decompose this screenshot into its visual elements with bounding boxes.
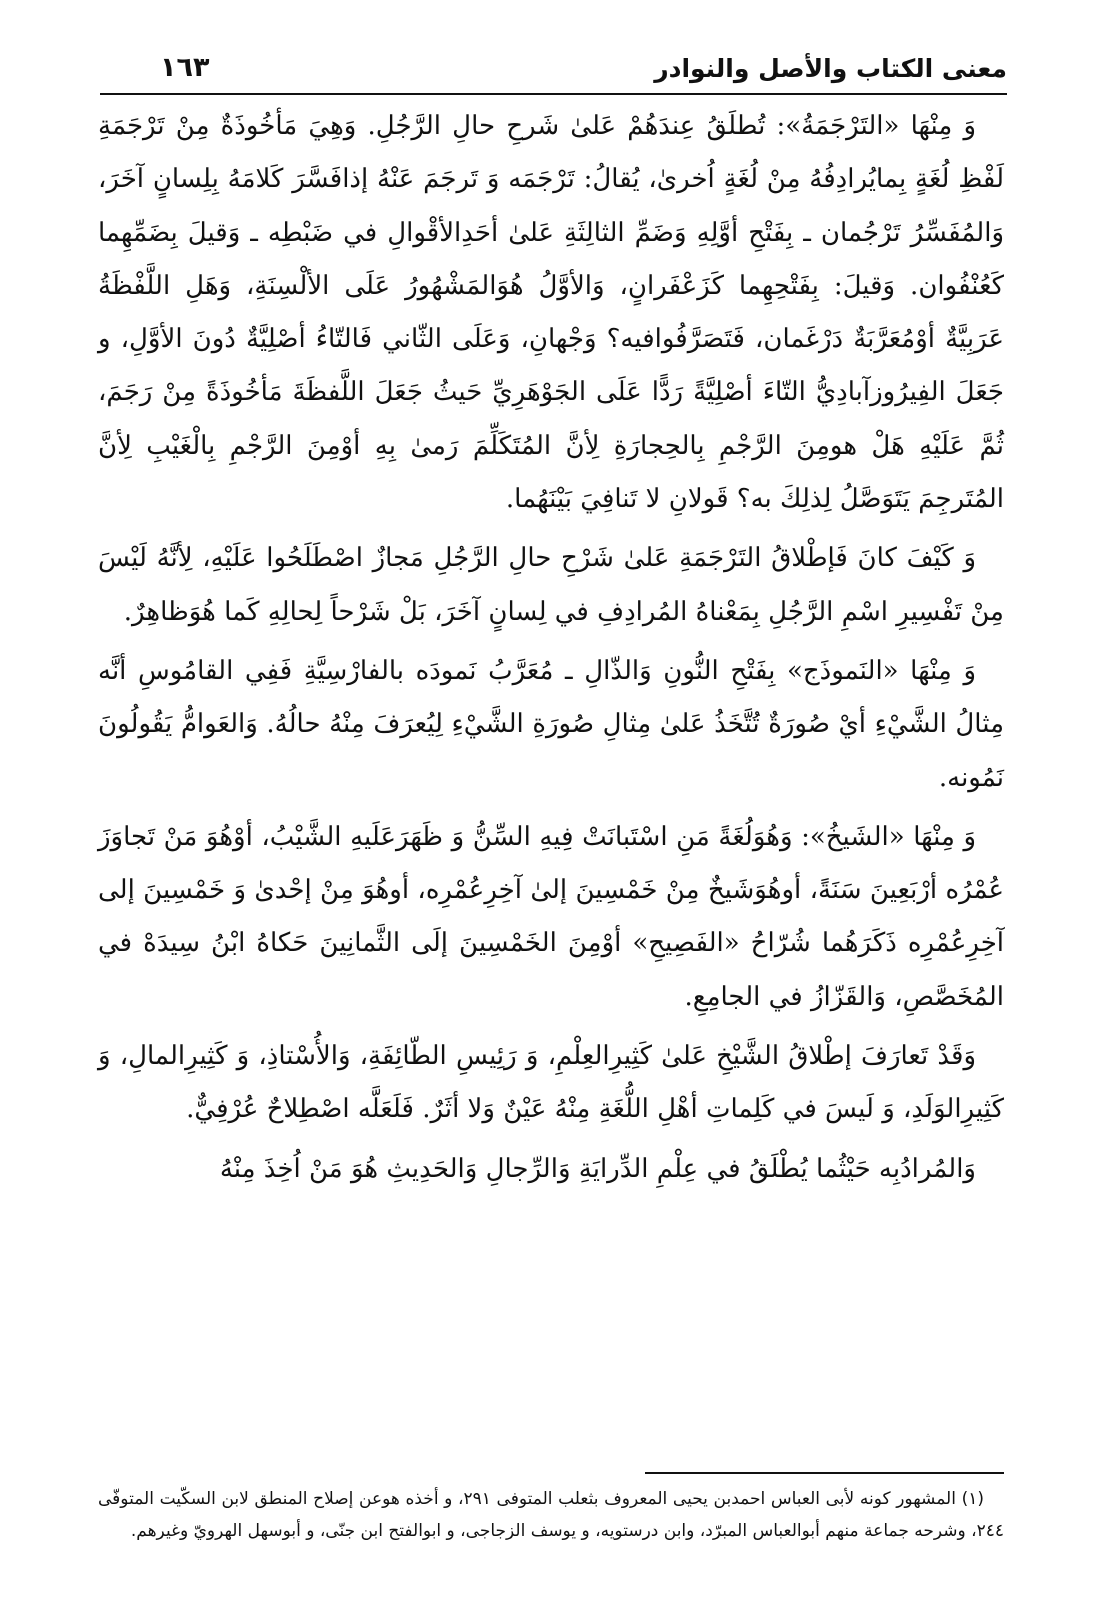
header-rule [100,93,1007,95]
footnotes [98,1483,1004,1547]
paragraph-shaykh: وَ مِنْهَا «الشَيخُ»: وَهُوَلُغَةً مَنِ اسْتَبانَتْ فِيهِ السِّنُّ وَ ظَهَرَعَلَيهِ الشَّيْبُ، أوْهُوَ مَنْ تَجاوَزَ عُمْرُه أرْبَعِينَ سَنَةً، أوهُوَشَيخٌ مِنْ خَمْسِينَ إلىٰ آخِرِعُمْرِه، أوهُوَ مِنْ إحْدىٰ وَ خَمْسِينَ إلى آخِرِعُمْرِه ذَكَرَهُما شُرّاحُ «الفَصِيحِ» أوْمِنَ الخَمْسِينَ إلَى الثَّمانِينَ حَكاهُ ابْنُ سِيدَهْ في المُخَصَّصِ، وَالقَزّازُ في الجامِعِ. [98,821,1004,1012]
paragraph-murad: وَالمُرادُبِه حَيْثُما يُطْلَقُ في عِلْمِ الدِّرايَةِ وَالرِّجالِ وَالحَدِيثِ هُوَ مَنْ اُخِذَ مِنْهُ [219,1153,976,1184]
page-number: ١٦٣ [160,52,210,83]
footnote-rule [645,1472,1004,1474]
paragraph-tarjama: وَ مِنْهَا «التَرْجَمَةُ»: تُطلَقُ عِندَهُمْ عَلىٰ شَرحِ حالِ الرَّجُلِ. وَهِيَ مَأخُوذَةٌ مِنْ تَرْجَمَةِ لَفْظِ لُغَةٍ بِمايُرادِفُهُ مِنْ لُغَةٍ اُخرىٰ، يُقالُ: تَرْجَمَه وَ تَرجَمَ عَنْهُ إذافَسَّرَ كَلامَهُ بِلِسانٍ آخَرَ، وَالمُفَسِّرُ تَرْجُمان ـ بِفَتْحِ أوَّلِهِ وَضَمِّ الثالِثَةِ عَلىٰ أحَدِالأقْوالِ في ضَبْطِه ـ وَقيلَ بِضَمِّهِما كَعُنْفُوان. وَقيلَ: بِفَتْحِهِما كَزَعْفَرانٍ، وَالأوَّلُ هُوَالمَشْهُورُ عَلَى الألْسِنَةِ، وَهَلِ اللَّفْظَةُ عَرَبِيَّةٌ أوْمُعَرَّبَةٌ دَرْغَمان، فَتَصَرَّفُوافيه؟ وَجْهانِ، وَعَلَى الثّاني فَالتّاءُ أصْلِيَّةٌ دُونَ الأوَّلِ، و جَعَلَ الفِيرُوزآبادِيُّ التّاءَ أصْلِيَّةً رَدًّا عَلَى الجَوْهَرِيِّ حَيثُ جَعَلَ اللَّفظَةَ مَأخُوذَةً مِنْ رَجَمَ، ثُمَّ عَلَيْهِ هَلْ هومِنَ الرَّجْمِ بِالحِجارَةِ لِأنَّ المُتَكَلِّمَ رَمىٰ بِهِ أوْمِنَ الرَّجْمِ بِالْغَيْبِ لِأنَّ المُتَرجِمَ يَتَوَصَّلُ لِذلِكَ به؟ قَولانِ لا تَنافِيَ بَيْنَهُما. [98,111,1004,515]
page-header [100,52,1007,94]
paragraph-tarjama-usage: وَ كَيْفَ كانَ فَإطْلاقُ التَرْجَمَةِ عَلىٰ شَرْحِ حالِ الرَّجُلِ مَجازٌ اصْطَلَحُوا عَلَيْهِ، لِأنَّهُ لَيْسَ مِنْ تَفْسِيرِ اسْمِ الرَّجُلِ بِمَعْناهُ المُرادِفِ في لِسانٍ آخَرَ، بَلْ شَرْحاً لِحالِهِ كَما هُوَظاهِرٌ. [98,543,1004,627]
running-title: معنى الكتاب والأصل والنوادر [654,54,1007,83]
paragraph-shaykh-usage: وَقَدْ تَعارَفَ إطْلاقُ الشَّيْخِ عَلىٰ كَثِيرِالعِلْمِ، وَ رَئِيسِ الطّائِفَةِ، وَالأُسْتاذِ، وَ كَثِيرِالمالِ، وَ كَثِيرِالوَلَدِ، وَ لَيسَ في كَلِماتِ أهْلِ اللُّغَةِ مِنْهُ عَيْنٌ وَلا أثَرٌ. فَلَعَلَّه اصْطِلاحٌ عُرْفِيٌّ. [98,1041,1004,1125]
footnote-1: (١) المشهور كونه لأبى العباس احمدبن يحيى المعروف بثعلب المتوفى ٢٩١، و أخذه هوعن إصلاح المنطق لابن السكّيت المتوفّى ٢٤٤، وشرحه جماعة منهم أبوالعباس المبرّد، وابن درستويه، و يوسف الزجاجى، و ابوالفتح ابن جنّى، و أبوسهل الهرويّ وغيرهم. [98,1489,1004,1541]
paragraph-namudhaj: وَ مِنْهَا «النَموذَج» بِفَتْحِ النُّونِ وَالذّالِ ـ مُعَرَّبُ نَمودَه بالفارْسِيَّةِ فَفِي القامُوسِ أنَّه مِثالُ الشَّيْءِ أيْ صُورَةٌ تُتَّخَذُ عَلىٰ مِثالِ صُورَةِ الشَّيْءِ لِيُعرَفَ مِنْهُ حالُهُ. وَالعَوامُّ يَقُولُونَ نَمُونه. [98,655,1004,793]
body-text [98,100,1004,1202]
